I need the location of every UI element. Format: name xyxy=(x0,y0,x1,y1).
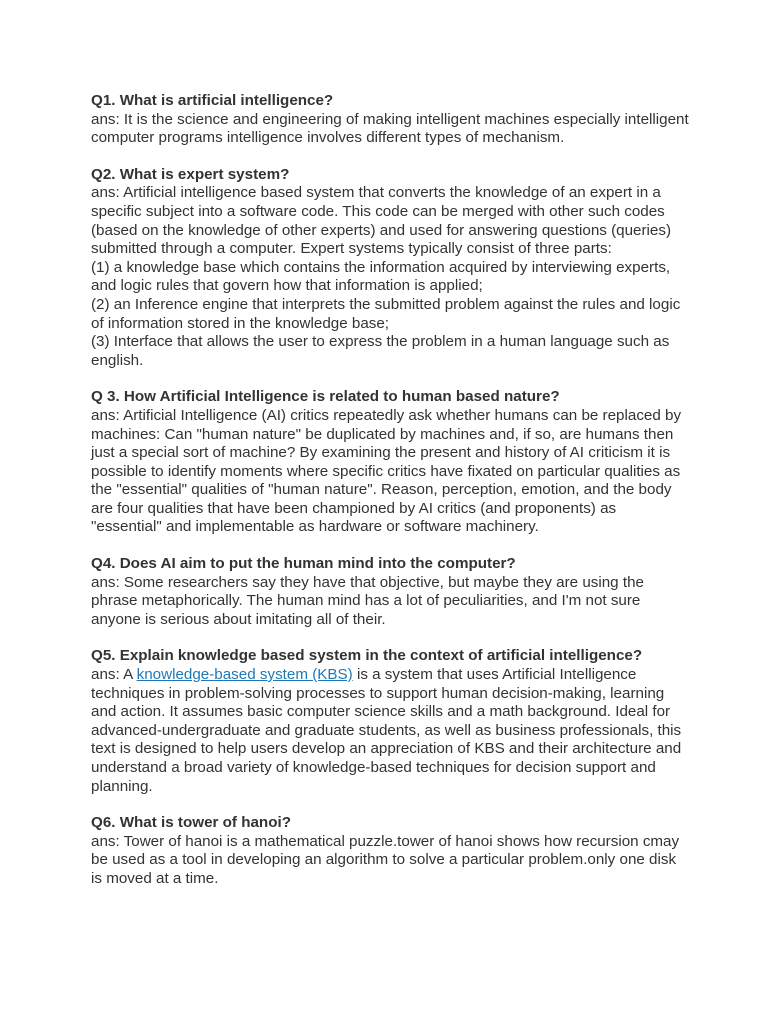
question-heading: Q1. What is artificial intelligence? xyxy=(91,92,334,109)
answer-line: ans: Some researchers say they have that objective, but maybe they are using the phrase metaphorically. The human mind has a lot of peculiarities, and I'm not sure anyone is serious about imitating all of their. xyxy=(91,573,644,628)
answer-rest: is a system that uses Artificial Intelligence techniques in problem-solving processes to support human decision-making, learning and action. It assumes basic computer science skills and a math background. Ideal for advanced-undergraduate and graduate students, as well as business professionals, this text is designed to help users develop an appreciation of KBS and their architecture and understand a broad variety of knowledge-based techniques for decision support and planning. xyxy=(91,666,682,795)
qa-block-q3 xyxy=(91,388,691,537)
answer-line: ans: It is the science and engineering of making intelligent machines especially intelligent computer programs intelligence involves different types of mechanism. xyxy=(91,110,689,147)
answer-text xyxy=(91,833,691,889)
answer-line: ans: Artificial Intelligence (AI) critics repeatedly ask whether humans can be replaced by machines: Can "human nature" be duplicated by machines and, if so, are humans then just a special sort of machine? By examining the present and history of AI criticism it is possible to identify moments where specific critics have fixated on particular qualities as the "essential" qualities of "human nature". Reason, perception, emotion, and the body are four qualities that have been championed by AI critics (and proponents) as "essential" and implementable as hardware or software machinery. xyxy=(91,406,682,536)
answer-line: (3) Interface that allows the user to express the problem in a human language such as english. xyxy=(91,333,670,369)
answer-text xyxy=(91,184,691,370)
answer-text xyxy=(91,111,691,148)
qa-block-q6 xyxy=(91,814,691,888)
qa-block-q1 xyxy=(91,92,691,148)
answer-text xyxy=(91,666,691,796)
answer-text xyxy=(91,407,691,537)
question-heading: Q 3. How Artificial Intelligence is related to human based nature? xyxy=(91,388,560,406)
answer-line: ans: Tower of hanoi is a mathematical puzzle.tower of hanoi shows how recursion cmay be used as a tool in developing an algorithm to solve a particular problem.only one disk is moved at a time. xyxy=(91,832,680,887)
question-heading: Q2. What is expert system? xyxy=(91,165,290,183)
document-body xyxy=(91,92,691,907)
qa-block-q5 xyxy=(91,647,691,796)
question-heading: Q5. Explain knowledge based system in the context of artificial intelligence? xyxy=(91,647,643,665)
answer-line: ans: Artificial intelligence based system that converts the knowledge of an expert in a specific subject into a software code. This code can be merged with other such codes (based on the knowledge of other experts) and used for answering questions (queries) submitted through a computer. Expert systems typically consist of three parts: xyxy=(91,184,672,258)
answer-line: (1) a knowledge base which contains the information acquired by interviewing experts, and logic rules that govern how that information is applied; xyxy=(91,258,671,295)
answer-prefix: ans: A xyxy=(91,666,137,684)
question-heading: Q4. Does AI aim to put the human mind into the computer? xyxy=(91,555,516,573)
kbs-link[interactable]: knowledge-based system (KBS) xyxy=(136,666,353,684)
answer-text xyxy=(91,574,691,630)
qa-block-q2 xyxy=(91,166,691,371)
answer-line: (2) an Inference engine that interprets the submitted problem against the rules and logic of information stored in the knowledge base; xyxy=(91,295,681,332)
question-heading: Q6. What is tower of hanoi? xyxy=(91,814,291,832)
qa-block-q4 xyxy=(91,555,691,629)
